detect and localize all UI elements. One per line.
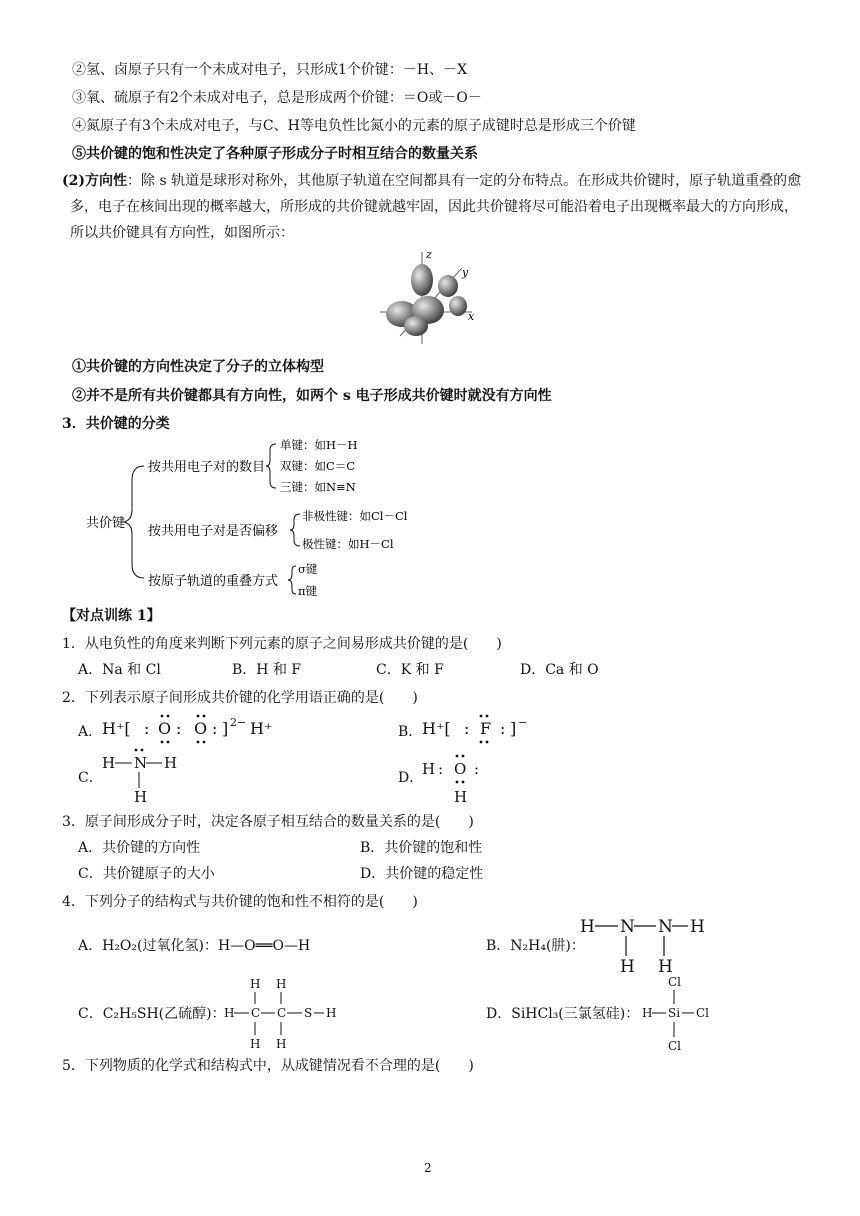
tree-leaf-polar: 极性键：如H－Cl — [302, 537, 394, 551]
tree-branch-polarity: 按共用电子对是否偏移 — [148, 524, 279, 539]
tree-branch-count: 按共用电子对的数目 — [148, 460, 266, 475]
svg-text:O: O — [454, 760, 467, 778]
q4-option-b-label[interactable]: B．N₂H₄(肼)： — [486, 938, 585, 954]
svg-text:H: H — [326, 1006, 337, 1020]
q1-option-d[interactable]: D．Ca 和 O — [520, 662, 599, 678]
q4-option-d-label[interactable]: D．SiHCl₃(三氯氢硅)： — [486, 1006, 640, 1022]
direction-label: (2)方向性 — [62, 173, 127, 189]
s-lobe — [449, 296, 467, 316]
direction-paragraph — [62, 168, 810, 246]
axis-z-label: z — [426, 248, 432, 261]
page-number: 2 — [424, 1161, 432, 1175]
q1-option-c[interactable]: C．K 和 F — [376, 662, 444, 678]
q3-option-c[interactable]: C．共价键原子的大小 — [78, 866, 215, 882]
svg-text:]: ] — [510, 719, 517, 738]
svg-text:H: H — [454, 788, 468, 806]
svg-text:H: H — [620, 957, 635, 976]
classify-heading: 3．共价键的分类 — [62, 416, 170, 432]
tree-branch-overlap: 按原子轨道的重叠方式 — [148, 574, 279, 589]
q1-option-a[interactable]: A．Na 和 Cl — [78, 662, 161, 678]
q2-option-b-label[interactable]: B． — [398, 724, 423, 740]
main-brace — [124, 466, 144, 578]
svg-text:H⁺[: H⁺[ — [422, 719, 451, 738]
brace-count — [266, 444, 276, 488]
q4-option-c-label[interactable]: C．C₂H₅SH(乙硫醇)： — [78, 1006, 226, 1022]
svg-text:S: S — [304, 1006, 313, 1020]
pz-lobe-bottom — [404, 316, 428, 336]
q2-option-c-label[interactable]: C． — [78, 770, 103, 786]
intro-line-3: ③氧、硫原子有2个未成对电子，总是形成两个价键：＝O或－O－ — [72, 90, 482, 106]
orbital-overlap-figure — [372, 244, 492, 350]
tree-leaf-nonpolar: 非极性键：如Cl－Cl — [302, 509, 408, 523]
svg-text::: : — [464, 719, 470, 738]
svg-text:−: − — [518, 716, 528, 729]
training-title: 【对点训练 1】 — [62, 608, 161, 624]
svg-text:N: N — [658, 917, 673, 937]
svg-text:Cl: Cl — [668, 975, 682, 989]
tree-leaf-pi: π键 — [298, 584, 318, 598]
q4-stem: 4．下列分子的结构式与共价键的饱和性不相符的是( ) — [62, 894, 418, 910]
direction-text: ：除 s 轨道是球形对称外，其他原子轨道在空间都具有一定的分布特点。在形成共价键时，原子轨道重叠的愈多，电子在核间出现的概率越大，所形成的共价键就越牢固，因此共价键将尽可能沿着电子出现概率最大的方向形成，所以共价键具有方向性，如图所示： — [70, 173, 802, 241]
svg-text:H: H — [250, 1037, 261, 1051]
svg-text:H⁺: H⁺ — [250, 719, 273, 738]
q2-option-d-formula — [420, 744, 510, 806]
q2-option-a-label[interactable]: A． — [78, 724, 103, 740]
svg-text:F: F — [480, 719, 492, 738]
q4-option-d-structure — [640, 970, 720, 1056]
pz-lobe-top — [411, 264, 433, 296]
svg-text::: : — [144, 719, 150, 738]
svg-text:H: H — [250, 977, 261, 991]
q5-stem: 5．下列物质的化学式和结构式中，从成键情况看不合理的是( ) — [62, 1058, 474, 1074]
svg-text:C: C — [277, 1006, 287, 1020]
direction-note-2: ②并不是所有共价键都具有方向性，如两个 s 电子形成共价键时就没有方向性 — [72, 388, 552, 404]
axis-y-label: y — [462, 266, 469, 279]
q2-option-d-label[interactable]: D． — [398, 770, 424, 786]
svg-text:H: H — [164, 754, 178, 772]
q4-option-b-structure — [578, 912, 718, 976]
q3-option-d[interactable]: D．共价键的稳定性 — [360, 866, 484, 882]
svg-text:H: H — [102, 754, 116, 772]
svg-text:O: O — [158, 719, 172, 738]
brace-polarity — [290, 514, 300, 546]
q3-option-a[interactable]: A．共价键的方向性 — [78, 840, 201, 856]
intro-line-5: ⑤共价键的饱和性决定了各种原子形成分子时相互结合的数量关系 — [72, 146, 478, 162]
brace-overlap — [288, 566, 296, 594]
q3-stem: 3．原子间形成分子时，决定各原子相互结合的数量关系的是( ) — [62, 814, 474, 830]
svg-text:Cl: Cl — [696, 1006, 710, 1020]
svg-text:C: C — [251, 1006, 261, 1020]
svg-text:Cl: Cl — [668, 1039, 682, 1053]
svg-text:H: H — [690, 917, 705, 937]
q2-option-b-formula — [420, 708, 550, 748]
svg-text:H: H — [224, 1006, 235, 1020]
tree-leaf-triple: 三键：如N≡N — [280, 480, 356, 494]
axis-x-label: x — [468, 310, 475, 323]
q3-option-b[interactable]: B．共价键的饱和性 — [360, 840, 483, 856]
classification-tree — [80, 432, 460, 604]
svg-text::: : — [212, 719, 218, 738]
svg-text:H: H — [422, 760, 436, 778]
svg-text:H: H — [580, 917, 595, 937]
tree-root: 共价键 — [86, 516, 126, 531]
svg-text:Si: Si — [668, 1006, 681, 1020]
svg-text:O: O — [194, 719, 208, 738]
svg-text:H⁺[: H⁺[ — [102, 719, 131, 738]
svg-text:H: H — [276, 977, 287, 991]
svg-text:N: N — [134, 754, 148, 772]
svg-text:H: H — [134, 788, 148, 806]
tree-leaf-single: 单键：如H－H — [280, 438, 358, 452]
tree-leaf-double: 双键：如C＝C — [280, 459, 356, 473]
svg-text::: : — [500, 719, 506, 738]
tree-leaf-sigma: σ键 — [298, 562, 318, 576]
q4-option-c-structure — [224, 972, 344, 1054]
svg-text:H: H — [658, 957, 673, 976]
q2-option-c-formula — [100, 744, 200, 806]
q1-stem: 1．从电负性的角度来判断下列元素的原子之间易形成共价键的是( ) — [62, 636, 502, 652]
py-lobe — [438, 275, 458, 297]
intro-line-2: ②氢、卤原子只有一个未成对电子，只形成1个价键：－H、－X — [72, 62, 468, 78]
q2-stem: 2．下列表示原子间形成共价键的化学用语正确的是( ) — [62, 690, 418, 706]
svg-text:N: N — [620, 917, 635, 937]
svg-text:H: H — [642, 1006, 653, 1020]
svg-text:]: ] — [222, 719, 229, 738]
q1-option-b[interactable]: B．H 和 F — [232, 662, 302, 678]
svg-text:2−: 2− — [230, 716, 247, 729]
direction-note-1: ①共价键的方向性决定了分子的立体构型 — [72, 359, 324, 375]
svg-text:H: H — [276, 1037, 287, 1051]
q2-option-a-formula — [100, 708, 300, 748]
intro-line-4: ④氮原子有3个未成对电子，与C、H等电负性比氮小的元素的原子成键时总是形成三个价键 — [72, 118, 636, 134]
svg-text::: : — [474, 760, 480, 778]
q4-option-a[interactable]: A．H₂O₂(过氧化氢)：H—O══O—H — [78, 938, 311, 954]
svg-text::: : — [438, 760, 444, 778]
svg-text::: : — [176, 719, 182, 738]
